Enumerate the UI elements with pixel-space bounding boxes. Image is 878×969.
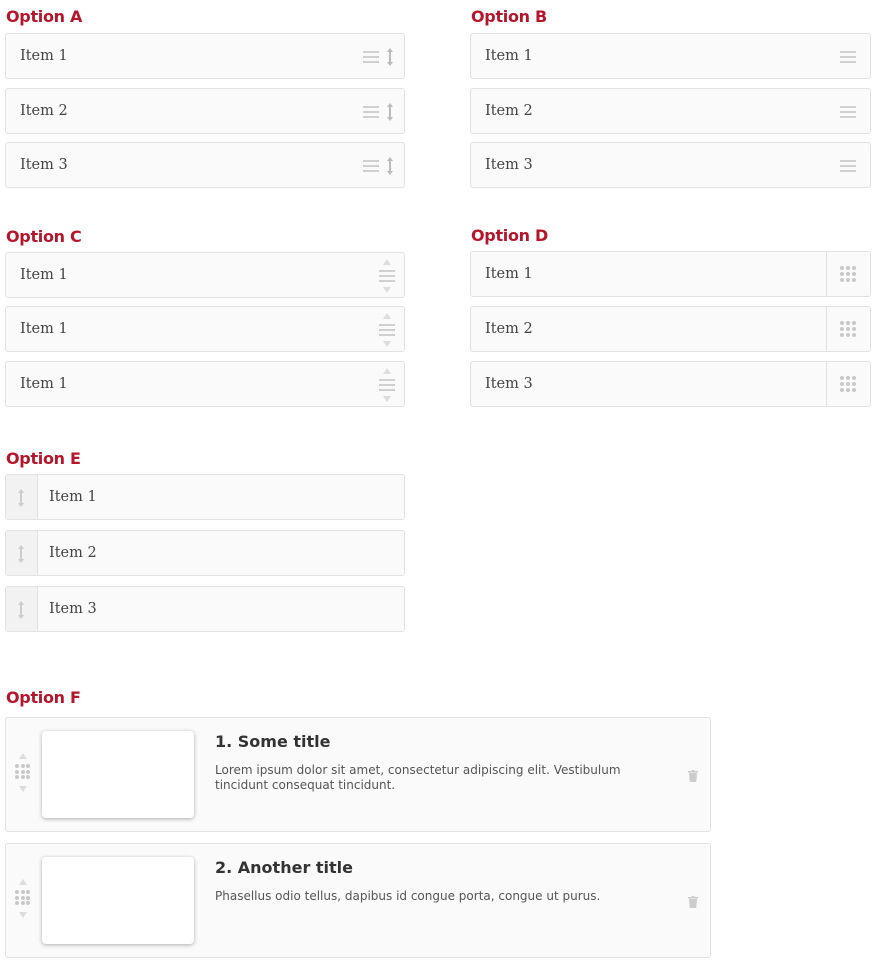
move-up-icon[interactable] <box>19 879 27 885</box>
list-item[interactable] <box>470 33 871 79</box>
thumbnail <box>42 857 194 944</box>
drag-handle[interactable] <box>826 252 871 296</box>
item-label: Item 1 <box>20 267 68 283</box>
media-list-item[interactable] <box>5 843 711 958</box>
list-item[interactable] <box>5 142 405 188</box>
drag-handle-icon[interactable] <box>379 270 395 285</box>
list-item[interactable] <box>5 252 405 298</box>
grip-dots-icon[interactable] <box>15 890 30 905</box>
list-item[interactable] <box>470 142 871 188</box>
move-down-icon[interactable] <box>19 786 27 792</box>
up-down-arrow-icon[interactable] <box>386 47 394 72</box>
option-f-label: Option F <box>6 688 81 707</box>
move-up-icon[interactable] <box>383 368 391 374</box>
option-e-label: Option E <box>6 449 81 468</box>
drag-handle[interactable] <box>826 362 871 406</box>
item-label: Item 1 <box>485 266 533 282</box>
drag-handle-icon[interactable] <box>379 379 395 394</box>
item-label: Item 1 <box>485 48 533 64</box>
item-label: Item 1 <box>49 489 97 505</box>
item-label: Item 2 <box>20 103 68 119</box>
item-label: Item 3 <box>485 376 533 392</box>
drag-handle-icon[interactable] <box>840 160 856 175</box>
list-item[interactable] <box>470 306 871 352</box>
option-a-label: Option A <box>6 7 83 26</box>
drag-handle[interactable] <box>6 475 38 519</box>
grip-dots-icon <box>840 321 856 337</box>
item-label: Item 1 <box>20 376 68 392</box>
list-item[interactable] <box>5 586 405 632</box>
item-label: Item 2 <box>49 545 97 561</box>
list-item[interactable] <box>470 251 871 297</box>
item-label: Item 3 <box>49 601 97 617</box>
item-description: Lorem ipsum dolor sit amet, consectetur adipiscing elit. Vestibulum tincidunt consequat tincidunt. <box>215 763 621 792</box>
move-down-icon[interactable] <box>383 396 391 402</box>
move-up-icon[interactable] <box>383 259 391 265</box>
up-down-arrow-icon <box>17 488 25 513</box>
item-label: Item 1 <box>20 321 68 337</box>
up-down-arrow-icon <box>17 600 25 625</box>
move-down-icon[interactable] <box>383 287 391 293</box>
drag-handle-icon[interactable] <box>363 160 379 175</box>
drag-handle-icon[interactable] <box>840 51 856 66</box>
grip-dots-icon <box>840 376 856 392</box>
option-c-label: Option C <box>6 227 82 246</box>
move-up-icon[interactable] <box>19 753 27 759</box>
list-item[interactable] <box>5 33 405 79</box>
item-title: 1. Some title <box>215 732 331 751</box>
drag-handle[interactable] <box>6 587 38 631</box>
drag-handle-icon[interactable] <box>840 106 856 121</box>
drag-handle-icon[interactable] <box>363 51 379 66</box>
item-description: Phasellus odio tellus, dapibus id congue porta, congue ut purus. <box>215 889 601 903</box>
item-label: Item 3 <box>20 157 68 173</box>
list-item[interactable] <box>5 530 405 576</box>
trash-icon[interactable] <box>688 896 698 908</box>
list-item[interactable] <box>5 361 405 407</box>
drag-handle-icon[interactable] <box>379 324 395 339</box>
option-d-label: Option D <box>471 226 549 245</box>
grip-dots-icon <box>840 266 856 282</box>
list-item[interactable] <box>470 361 871 407</box>
drag-handle[interactable] <box>826 307 871 351</box>
list-item[interactable] <box>5 88 405 134</box>
list-item[interactable] <box>5 474 405 520</box>
trash-icon[interactable] <box>688 770 698 782</box>
thumbnail <box>42 731 194 818</box>
item-label: Item 2 <box>485 321 533 337</box>
list-item[interactable] <box>5 306 405 352</box>
item-label: Item 3 <box>485 157 533 173</box>
up-down-arrow-icon[interactable] <box>386 102 394 127</box>
grip-dots-icon[interactable] <box>15 764 30 779</box>
option-b-label: Option B <box>471 7 547 26</box>
media-list-item[interactable] <box>5 717 711 832</box>
move-down-icon[interactable] <box>19 912 27 918</box>
move-up-icon[interactable] <box>383 313 391 319</box>
up-down-arrow-icon <box>17 544 25 569</box>
item-label: Item 1 <box>20 48 68 64</box>
list-item[interactable] <box>470 88 871 134</box>
item-title: 2. Another title <box>215 858 354 877</box>
drag-handle-icon[interactable] <box>363 106 379 121</box>
item-label: Item 2 <box>485 103 533 119</box>
up-down-arrow-icon[interactable] <box>386 156 394 181</box>
drag-handle[interactable] <box>6 531 38 575</box>
move-down-icon[interactable] <box>383 341 391 347</box>
